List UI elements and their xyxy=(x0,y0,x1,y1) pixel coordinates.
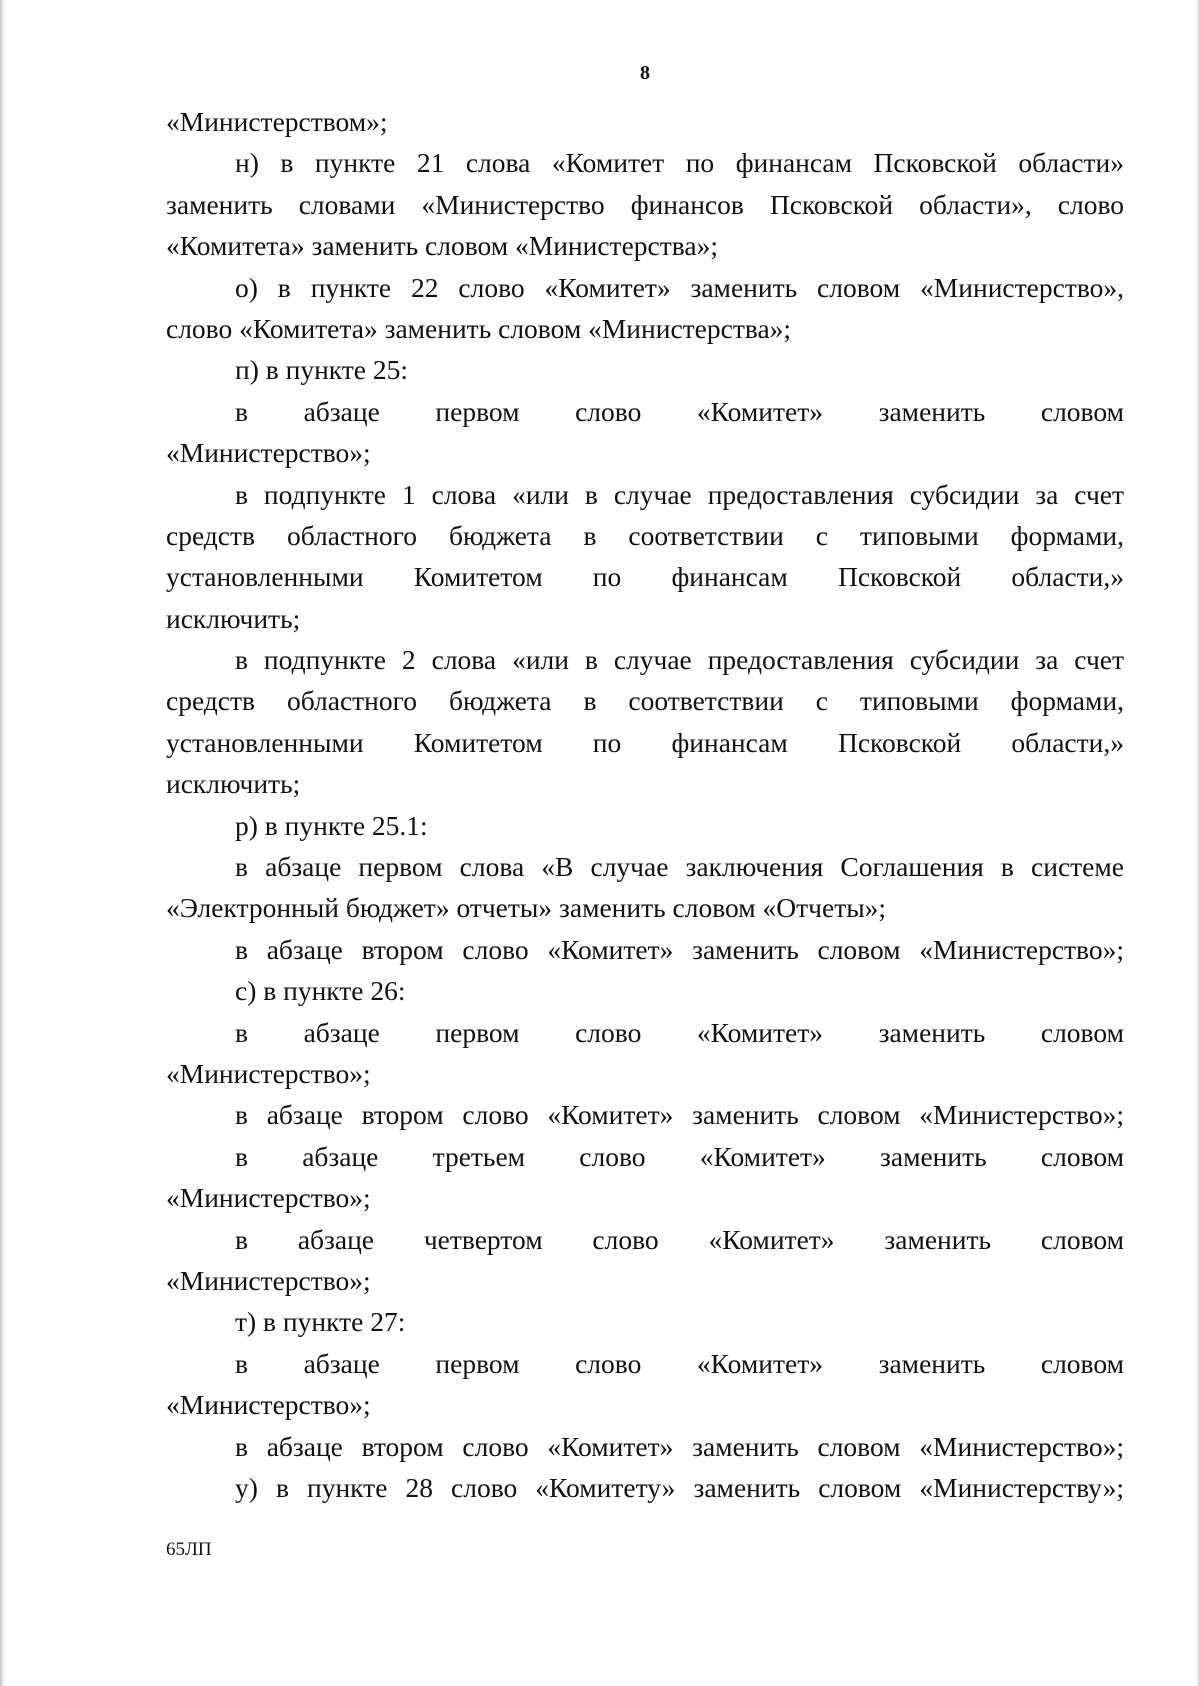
scan-edge-right xyxy=(1195,0,1200,1686)
text-line: в абзаце третьем слово «Комитет» заменить словом xyxy=(235,1140,1124,1172)
text-line: «Электронный бюджет» отчеты» заменить словом «Отчеты»; xyxy=(166,892,887,924)
text-line: в абзаце втором слово «Комитет» заменить словом «Министерство»; xyxy=(235,933,1124,965)
text-line: средств областного бюджета в соответствии с типовыми формами, xyxy=(166,519,1124,551)
text-line: установленными Комитетом по финансам Псковской области,» xyxy=(166,561,1124,593)
text-line: исключить; xyxy=(166,602,301,634)
text-line: «Комитета» заменить словом «Министерства»; xyxy=(166,230,718,262)
text-line: п) в пункте 25: xyxy=(235,354,409,386)
text-line: в подпункте 1 слова «или в случае предоставления субсидии за счет xyxy=(235,478,1124,510)
text-line: в абзаце первом слово «Комитет» заменить словом xyxy=(235,395,1124,427)
page-number: 8 xyxy=(640,62,650,84)
text-line: о) в пункте 22 слово «Комитет» заменить словом «Министерство», xyxy=(235,271,1124,303)
text-line: т) в пункте 27: xyxy=(235,1306,406,1338)
text-line: в абзаце первом слова «В случае заключения Соглашения в системе xyxy=(235,851,1124,883)
text-line: заменить словами «Министерство финансов Псковской области», слово xyxy=(166,188,1124,220)
text-line: «Министерство»; xyxy=(166,1389,371,1421)
text-line: «Министерство»; xyxy=(166,1057,371,1089)
document-body xyxy=(166,101,1124,1508)
text-line: в абзаце первом слово «Комитет» заменить словом xyxy=(235,1016,1124,1048)
text-line: н) в пункте 21 слова «Комитет по финансам Псковской области» xyxy=(235,147,1124,179)
text-line: «Министерство»; xyxy=(166,1264,371,1296)
text-line: р) в пункте 25.1: xyxy=(235,809,428,841)
text-line: в подпункте 2 слова «или в случае предоставления субсидии за счет xyxy=(235,644,1124,676)
text-line: в абзаце втором слово «Комитет» заменить словом «Министерство»; xyxy=(235,1430,1124,1462)
text-line: с) в пункте 26: xyxy=(235,975,406,1007)
text-line: установленными Комитетом по финансам Псковской области,» xyxy=(166,726,1124,758)
text-line: исключить; xyxy=(166,768,301,800)
text-line: «Министерство»; xyxy=(166,437,371,469)
text-line: в абзаце втором слово «Комитет» заменить словом «Министерство»; xyxy=(235,1099,1124,1131)
text-line: средств областного бюджета в соответствии с типовыми формами, xyxy=(166,685,1124,717)
text-line: в абзаце четвертом слово «Комитет» заменить словом xyxy=(235,1223,1124,1255)
scan-edge-left xyxy=(0,0,6,1686)
text-line: в абзаце первом слово «Комитет» заменить словом xyxy=(235,1347,1124,1379)
document-code: 65ЛП xyxy=(166,1539,212,1560)
text-line: слово «Комитета» заменить словом «Министерства»; xyxy=(166,312,792,344)
text-line: у) в пункте 28 слово «Комитету» заменить словом «Министерству»; xyxy=(235,1471,1124,1503)
text-line: «Министерством»; xyxy=(166,106,388,137)
text-line: «Министерство»; xyxy=(166,1182,371,1214)
